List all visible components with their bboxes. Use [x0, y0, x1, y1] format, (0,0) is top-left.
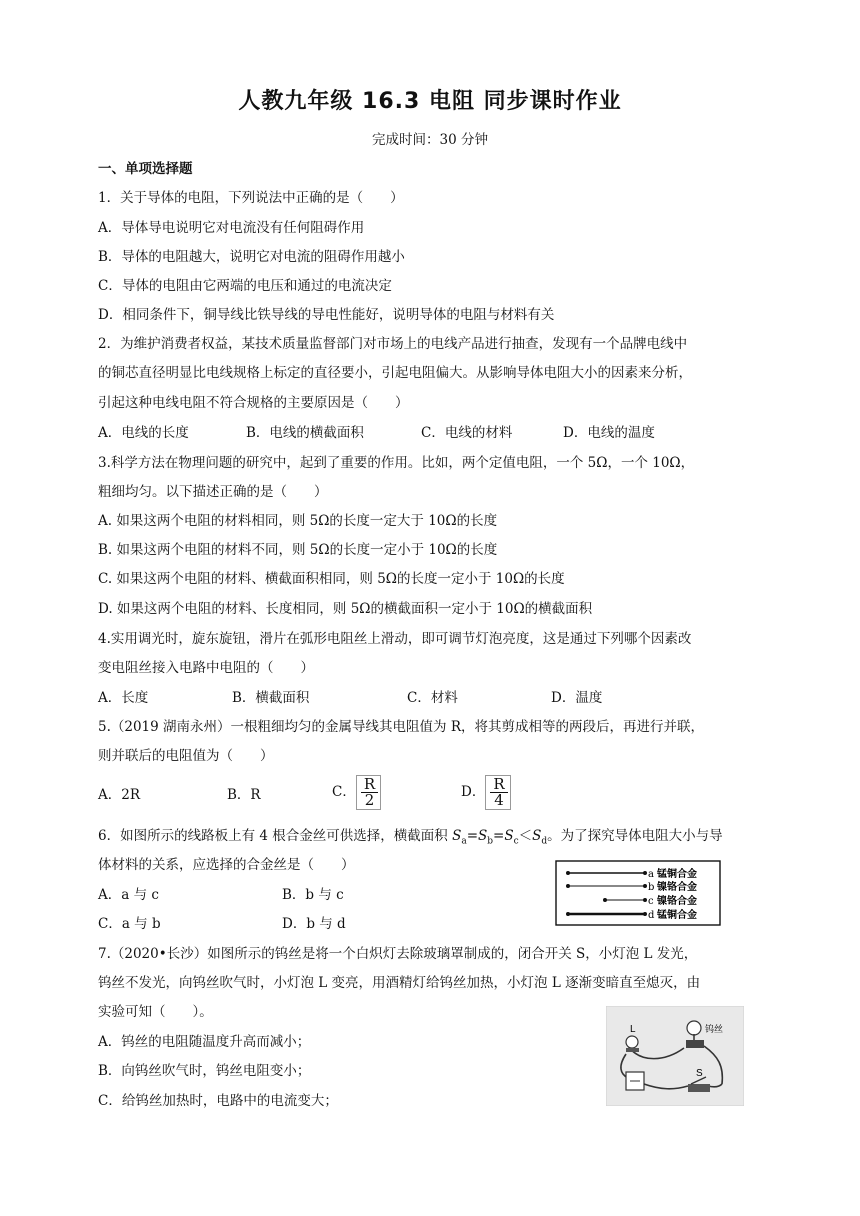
q6-option-d: D．b 与 d	[282, 916, 346, 932]
q4-option-c: C．材料	[407, 690, 458, 706]
q6-wire-board-figure	[555, 860, 721, 926]
q2-option-b: B．电线的横截面积	[246, 425, 364, 441]
switch-s-label: S	[696, 1068, 703, 1079]
q5-option-a: A．2R	[98, 787, 141, 803]
wire-b-label: 镍铬合金	[657, 882, 697, 893]
wire-d-letter: d	[648, 910, 655, 921]
wire-c-label: 镍铬合金	[657, 896, 697, 907]
q3-option-a: A. 如果这两个电阻的材料相同，则 5Ω的长度一定大于 10Ω的长度	[98, 513, 498, 529]
q7-stem-line2: 钨丝不发光，向钨丝吹气时，小灯泡 L 变亮，用酒精灯给钨丝加热，小灯泡 L 逐渐变暗直至熄灭，由	[98, 975, 701, 991]
wire-a-letter: a	[648, 869, 654, 880]
q7-option-b: B．向钨丝吹气时，钨丝电阻变小；	[98, 1063, 311, 1079]
q4-stem-line1: 4.实用调光时，旋东旋钮，滑片在弧形电阻丝上滑动，即可调节灯泡亮度，这是通过下列哪个因素改	[98, 631, 692, 647]
bulb-l-label: L	[630, 1024, 636, 1035]
wire-a-label: 锰铜合金	[657, 869, 697, 880]
wire-c-letter: c	[648, 896, 654, 907]
q6-stem-line2: 体材料的关系，应选择的合金丝是（ ）	[98, 857, 355, 873]
q3-option-c: C. 如果这两个电阻的材料、横截面积相同，则 5Ω的长度一定小于 10Ω的长度	[98, 571, 565, 587]
q5-option-d-fraction	[485, 775, 510, 810]
q3-option-b: B. 如果这两个电阻的材料不同，则 5Ω的长度一定小于 10Ω的长度	[98, 542, 498, 558]
q6-option-b: B．b 与 c	[282, 887, 344, 903]
q4-option-a: A．长度	[98, 690, 149, 706]
tungsten-wire-label: 钨丝	[705, 1024, 724, 1034]
battery	[626, 1072, 644, 1090]
q1-option-b: B．导体的电阻越大，说明它对电流的阻碍作用越小	[98, 249, 405, 265]
wire-b-letter: b	[648, 882, 655, 893]
q4-option-d: D．温度	[551, 690, 603, 706]
q7-stem-line1: 7.（2020•长沙）如图所示的钨丝是将一个白炽灯去除玻璃罩制成的，闭合开关 S，小灯泡 L 发光，	[98, 946, 698, 962]
q5-option-b: B．R	[227, 787, 261, 803]
q6-option-a: A．a 与 c	[98, 887, 159, 903]
section-heading: 一、单项选择题	[98, 161, 193, 177]
q4-option-b: B．横截面积	[232, 690, 310, 706]
q2-stem-line3: 引起这种电线电阻不符合规格的主要原因是（ ）	[98, 395, 409, 411]
q3-stem-line1: 3.科学方法在物理问题的研究中，起到了重要的作用。比如，两个定值电阻，一个 5Ω，一个 10Ω，	[98, 455, 695, 471]
q2-stem-line2: 的铜芯直径明显比电线规格上标定的直径要小，引起电阻偏大。从影响导体电阻大小的因素来分析，	[98, 365, 692, 381]
q2-stem-line1: 2．为维护消费者权益，某技术质量监督部门对市场上的电线产品进行抽查，发现有一个品牌电线中	[98, 336, 688, 352]
q5-option-c-fraction	[356, 775, 381, 810]
q5-stem-line2: 则并联后的电阻值为（ ）	[98, 748, 274, 764]
q7-stem-line3: 实验可知（ ）。	[98, 1004, 213, 1020]
q1-option-d: D．相同条件下，铜导线比铁导线的导电性能好，说明导体的电阻与材料有关	[98, 307, 555, 323]
q7-option-a: A．钨丝的电阻随温度升高而减小；	[98, 1034, 311, 1050]
page-title: 人教九年级 16.3 电阻 同步课时作业	[238, 89, 622, 114]
q7-option-c: C．给钨丝加热时，电路中的电流变大；	[98, 1093, 338, 1109]
wire-d-label: 锰铜合金	[657, 910, 697, 921]
q5-option-d	[461, 775, 511, 810]
q5-d-numerator: R	[490, 777, 507, 793]
q7-circuit-figure	[606, 1006, 744, 1106]
q5-stem-line1: 5.（2019 湖南永州）一根粗细均匀的金属导线其电阻值为 R，将其剪成相等的两段后，再进行并联，	[98, 719, 704, 735]
q5-option-c-label: C．	[332, 784, 356, 800]
q5-option-c	[332, 775, 381, 810]
q5-option-d-label: D．	[461, 784, 486, 800]
q3-option-d: D. 如果这两个电阻的材料、长度相同，则 5Ω的横截面积一定小于 10Ω的横截面积	[98, 601, 593, 617]
q1-option-c: C．导体的电阻由它两端的电压和通过的电流决定	[98, 278, 392, 294]
q4-stem-line2: 变电阻丝接入电路中电阻的（ ）	[98, 660, 314, 676]
q1-option-a: A．导体导电说明它对电流没有任何阻碍作用	[98, 220, 365, 236]
q1-stem: 1．关于导体的电阻，下列说法中正确的是（ ）	[98, 190, 404, 206]
q2-option-a: A．电线的长度	[98, 425, 189, 441]
page-subtitle: 完成时间：30 分钟	[372, 132, 488, 148]
q6-option-c: C．a 与 b	[98, 916, 161, 932]
q3-stem-line2: 粗细均匀。以下描述正确的是（ ）	[98, 484, 328, 500]
q5-d-denominator: 4	[494, 791, 504, 809]
q2-option-d: D．电线的温度	[563, 425, 655, 441]
q5-c-numerator: R	[361, 777, 378, 793]
q2-option-c: C．电线的材料	[421, 425, 513, 441]
q5-c-denominator: 2	[364, 791, 375, 809]
q6-stem-line1: 6．如图所示的线路板上有 4 根合金丝可供选择，横截面积 $S_a=S_b=S_c<S_d$。为了探究导体电阻大小与导	[98, 828, 723, 847]
